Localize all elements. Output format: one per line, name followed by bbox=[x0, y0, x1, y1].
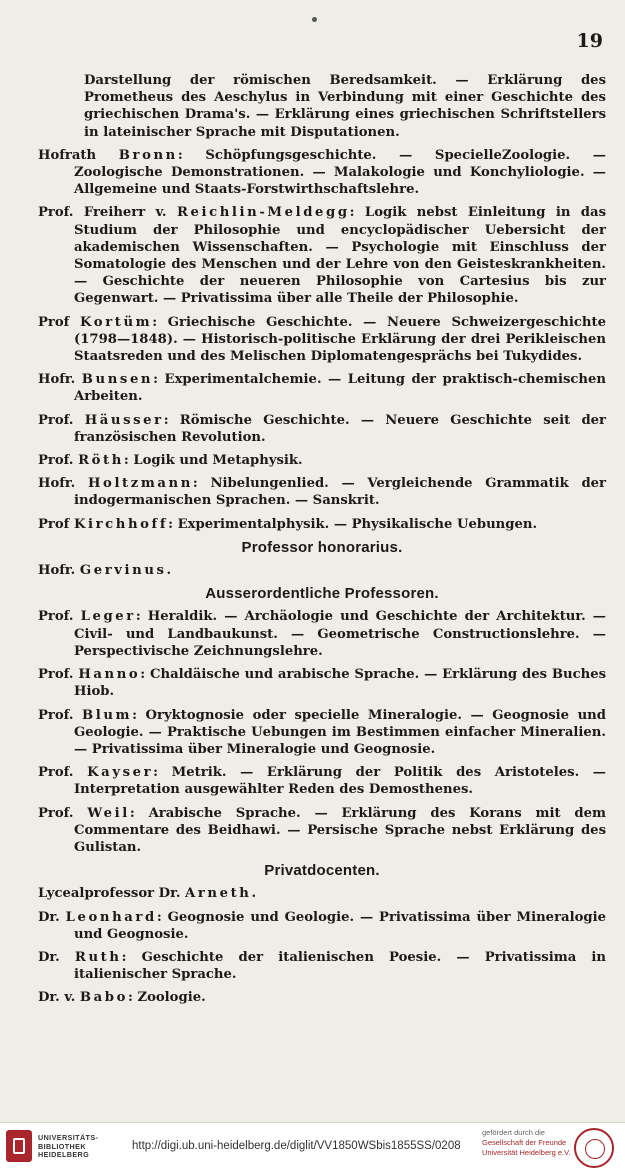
entry-name: Kortüm bbox=[80, 314, 153, 330]
section-heading-honorarius: Professor honorarius. bbox=[241, 538, 403, 556]
entry-babo bbox=[38, 989, 606, 1006]
entry-gervinus bbox=[38, 562, 606, 579]
entry-name: Bunsen bbox=[81, 372, 154, 388]
entry-ruth bbox=[38, 949, 606, 983]
entry-title: Prof. Freiherr v. bbox=[38, 205, 167, 221]
entry-title: Dr. bbox=[38, 909, 60, 925]
entry-name: Gervinus bbox=[79, 563, 167, 579]
entry-name: Holtzmann bbox=[87, 476, 193, 492]
sponsor-text[interactable] bbox=[482, 1128, 571, 1158]
entry-roeth bbox=[38, 452, 606, 469]
entry-title: Hofrath bbox=[38, 147, 97, 163]
sponsor-name-line: Gesellschaft der Freunde bbox=[482, 1138, 567, 1147]
library-name-line: HEIDELBERG bbox=[38, 1150, 90, 1160]
entry-text: . bbox=[251, 886, 257, 902]
entry-blum bbox=[38, 707, 606, 759]
entry-title: Prof. bbox=[38, 453, 74, 469]
section-heading-ausserordentliche: Ausserordentliche Professoren. bbox=[205, 585, 439, 603]
entry-title: Prof. bbox=[38, 609, 74, 625]
entry-leonhard bbox=[38, 909, 606, 943]
entry-title: Prof. bbox=[38, 805, 74, 821]
entry-title: Prof. bbox=[38, 412, 74, 428]
digitization-footer bbox=[0, 1122, 625, 1173]
entry-title: Hofr. bbox=[38, 372, 76, 388]
entry-name: Blum bbox=[82, 707, 133, 723]
section-heading-privatdocenten: Privatdocenten. bbox=[264, 862, 380, 880]
entry-name: Weil bbox=[87, 805, 130, 821]
entry-hanno bbox=[38, 666, 606, 700]
entry-text: : Arabische Sprache. — Erklärung des Korans mit dem Commentare des Beidhawi. — Persische Sprache nebst Erklärung des Gulistan. bbox=[74, 805, 606, 855]
entry-continuation: Darstellung der römischen Beredsamkeit. — Erklärung des Prometheus des Aeschylus in Verbindung mit einer Geschichte des griechischen Drama's. — Erklärung eines griechischen Schriftstellers in lateinischer Sprache mit Disputationen. bbox=[84, 73, 606, 140]
entry-name: Kirchhoff bbox=[73, 516, 169, 532]
entry-name: Arneth bbox=[185, 886, 252, 902]
entry-arneth bbox=[38, 885, 606, 902]
entry-name: Röth bbox=[78, 453, 124, 469]
entry-name: Leonhard bbox=[65, 909, 157, 925]
entry-text: : Geognosie und Geologie. — Privatissima über Mineralogie und Geognosie. bbox=[74, 909, 606, 942]
entry-name: Bronn bbox=[118, 147, 178, 163]
library-name-line: BIBLIOTHEK bbox=[38, 1141, 86, 1151]
entry-title: Hofr. bbox=[38, 476, 76, 492]
library-seal-icon bbox=[6, 1130, 32, 1162]
sponsor-name-line: Universität Heidelberg e.V. bbox=[482, 1148, 571, 1157]
entry-reichlin bbox=[38, 204, 606, 307]
page-number: 19 bbox=[576, 30, 603, 52]
entry-text: : Heraldik. — Archäologie und Geschichte der Architektur. — Civil- und Landbaukunst. — Geometrische Constructionslehre. — Perspectivische Zeichnungslehre. bbox=[74, 609, 606, 659]
page-content bbox=[38, 72, 606, 1013]
entry-text: : Experimentalphysik. — Physikalische Uebungen. bbox=[168, 516, 538, 532]
entry-weil bbox=[38, 805, 606, 857]
entry-text: . bbox=[166, 563, 172, 579]
ink-dot bbox=[312, 17, 317, 22]
library-name[interactable] bbox=[38, 1134, 98, 1160]
entry-title: Prof. bbox=[38, 667, 74, 683]
entry-text: : Chaldäische und arabische Sprache. — Erklärung des Buches Hiob. bbox=[74, 667, 607, 700]
entry-kortuem bbox=[38, 314, 606, 366]
entry-holtzmann bbox=[38, 475, 606, 509]
entry-name: Leger bbox=[80, 609, 136, 625]
entry-text: : Geschichte der italienischen Poesie. — Privatissima in italienischer Sprache. bbox=[74, 949, 606, 983]
entry-text: : Experimentalchemie. — Leitung der praktisch-chemischen Arbeiten. bbox=[74, 372, 606, 405]
sponsor-label: gefördert durch die bbox=[482, 1128, 545, 1137]
entry-name: Kayser bbox=[87, 765, 154, 781]
entry-name: Häusser bbox=[84, 412, 164, 428]
entry-text: : Zoologie. bbox=[127, 990, 206, 1006]
entry-text: : Metrik. — Erklärung der Politik des Aristoteles. — Interpretation ausgewählter Reden des Demosthenes. bbox=[74, 765, 606, 798]
entry-title: Prof. bbox=[38, 765, 74, 781]
entry-text: : Nibelungenlied. — Vergleichende Grammatik der indogermanischen Sprachen. — Sanskrit. bbox=[74, 476, 606, 509]
entry-text: : Römische Geschichte. — Neuere Geschichte seit der französischen Revolution. bbox=[74, 412, 607, 445]
entry-title: Prof bbox=[38, 314, 70, 330]
entry-kayser bbox=[38, 764, 606, 798]
entry-title: Prof. bbox=[38, 707, 74, 723]
library-name-line: UNIVERSITÄTS- bbox=[38, 1133, 99, 1142]
entry-text: : Schöpfungsgeschichte. — SpecielleZoologie. — Zoologische Demonstrationen. — Malakologie und Konchyliologie. — Allgemeine und Staats-Forstwirthschaftslehre. bbox=[74, 147, 606, 198]
entry-text: : Logik und Metaphysik. bbox=[123, 453, 303, 469]
entry-name: Babo bbox=[79, 990, 128, 1006]
entry-bronn bbox=[38, 147, 606, 199]
entry-text: : Oryktognosie oder specielle Mineralogie. — Geognosie und Geologie. — Praktische Uebungen im Bestimmen einfacher Mineralien. — Privatissima über Mineralogie und Geognosie. bbox=[74, 707, 606, 757]
entry-haeusser bbox=[38, 412, 606, 446]
entry-name: Reichlin-Meldegg bbox=[176, 205, 350, 221]
entry-name: Hanno bbox=[78, 667, 141, 683]
entry-title: Lycealprofessor Dr. bbox=[38, 886, 181, 902]
entry-text: : Griechische Geschichte. — Neuere Schweizergeschichte (1798—1848). — Historisch-politische Erklärung der drei Perikleischen Staatsreden und des Melischen Diplomatengesprächs bei Tukydides. bbox=[74, 314, 606, 365]
entry-title: Dr. bbox=[38, 949, 60, 965]
entry-kirchhoff bbox=[38, 516, 606, 533]
entry-title: Dr. v. bbox=[38, 990, 76, 1006]
permalink-url[interactable]: http://digi.ub.uni-heidelberg.de/diglit/VV1850WSbis1855SS/0208 bbox=[132, 1140, 461, 1152]
entry-title: Hofr. bbox=[38, 563, 76, 579]
entry-text: : Logik nebst Einleitung in das Studium der Philosophie und encyclopädischer Uebersicht der akademischen Wissenschaften. — Psychologie mit Einschluss der Somatologie des Menschen und der Lehre von den Geisteskrankheiten. — Geschichte der neueren Philosophie von Cartesius bis zur Gegenwart. — Privatissima über alle Theile der Philosophie. bbox=[74, 205, 606, 307]
entry-name: Ruth bbox=[74, 949, 122, 965]
entry-title: Prof bbox=[38, 516, 70, 532]
entry-bunsen bbox=[38, 371, 606, 405]
entry-leger bbox=[38, 608, 606, 660]
university-emblem-icon bbox=[574, 1128, 614, 1168]
